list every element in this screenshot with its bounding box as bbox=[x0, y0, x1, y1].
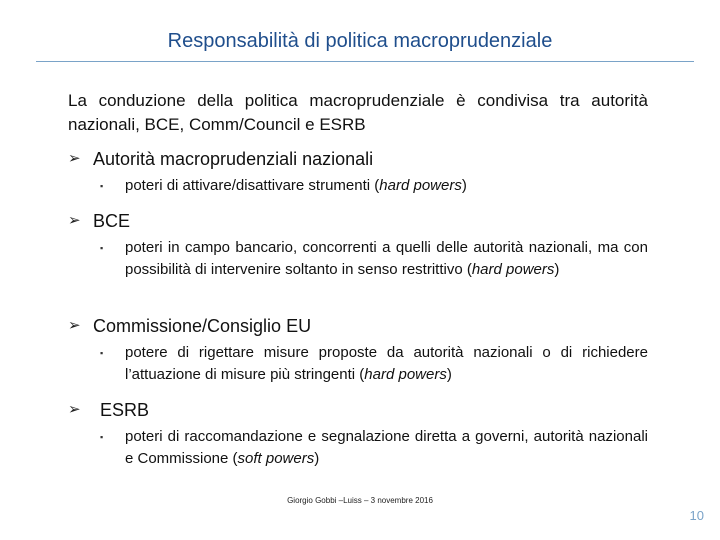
sub-emphasis: soft powers bbox=[237, 450, 315, 467]
page-number: 10 bbox=[689, 508, 704, 523]
sub-bullet-text bbox=[125, 426, 648, 470]
sub-bullet bbox=[100, 175, 648, 197]
sub-emphasis: hard powers bbox=[379, 177, 462, 194]
sub-tail: ) bbox=[554, 261, 560, 278]
sub-emphasis: hard powers bbox=[364, 366, 447, 383]
arrow-bullet-icon: ➢ bbox=[68, 317, 81, 334]
square-bullet-icon: ▪ bbox=[100, 181, 104, 191]
square-bullet-icon: ▪ bbox=[100, 348, 104, 358]
sub-emphasis: hard powers bbox=[471, 261, 555, 278]
sub-text: potere di rigettare misure proposte da autorità nazionali o di richiedere l’attuazione di misure più stringenti ( bbox=[125, 344, 648, 383]
square-bullet-icon: ▪ bbox=[100, 243, 104, 253]
sub-bullet-text bbox=[125, 342, 648, 386]
arrow-bullet-icon: ➢ bbox=[68, 212, 81, 229]
section-label: Autorità macroprudenziali nazionali bbox=[93, 149, 374, 169]
section-label: ESRB bbox=[100, 400, 150, 420]
slide-footer: Giorgio Gobbi –Luiss – 3 novembre 2016 bbox=[287, 496, 433, 505]
section-label: Commissione/Consiglio EU bbox=[93, 316, 312, 336]
sub-bullet-text bbox=[125, 175, 648, 197]
section-label: BCE bbox=[93, 211, 131, 231]
sub-tail: ) bbox=[446, 366, 452, 383]
sub-bullet bbox=[100, 426, 648, 470]
sub-text: poteri in campo bancario, concorrenti a quelli delle autorità nazionali, ma con possibilità di intervenire soltanto in senso restrittivo ( bbox=[125, 239, 648, 278]
sub-tail: ) bbox=[314, 450, 320, 467]
square-bullet-icon: ▪ bbox=[100, 432, 104, 442]
intro-paragraph: La conduzione della politica macroprudenziale è condivisa tra autorità nazionali, BCE, Comm/Council e ESRB bbox=[68, 91, 648, 134]
sub-bullet bbox=[100, 237, 648, 281]
arrow-bullet-icon: ➢ bbox=[68, 150, 81, 167]
sub-text: poteri di raccomandazione e segnalazione diretta a governi, autorità nazionali e Commissione ( bbox=[125, 428, 648, 467]
sub-bullet bbox=[100, 342, 648, 386]
slide-title: Responsabilità di politica macroprudenziale bbox=[167, 30, 553, 52]
title-divider bbox=[36, 61, 694, 62]
sub-bullet-text bbox=[125, 237, 648, 281]
sub-tail: ) bbox=[461, 177, 467, 194]
sub-text: poteri di attivare/disattivare strumenti ( bbox=[125, 177, 380, 194]
arrow-bullet-icon: ➢ bbox=[68, 401, 81, 418]
